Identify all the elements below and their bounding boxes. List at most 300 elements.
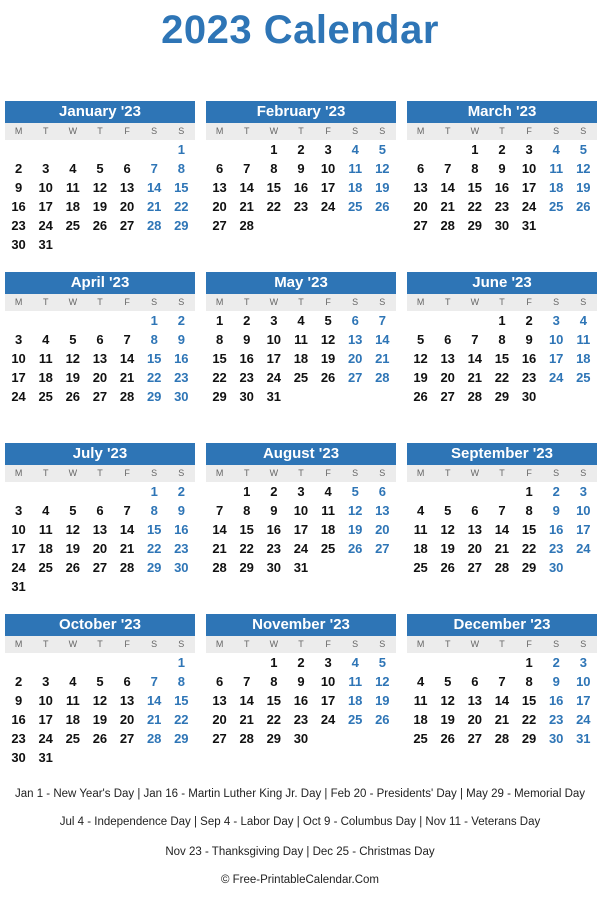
month-title: July '23 (5, 443, 195, 465)
weekday-header (206, 123, 396, 140)
day-cell: 13 (347, 332, 363, 347)
weekday-label: F (325, 639, 331, 649)
day-cell: 8 (177, 161, 185, 176)
day-cell: 25 (576, 370, 591, 385)
day-cell: 10 (293, 503, 309, 518)
week-row (407, 672, 597, 691)
weekday-label: F (124, 297, 130, 307)
day-cell: 24 (521, 199, 537, 214)
weekday-label: T (499, 126, 505, 136)
weekday-header (206, 294, 396, 311)
day-cell: 30 (239, 389, 254, 404)
day-cell: 20 (92, 541, 108, 556)
day-cell: 25 (320, 541, 336, 556)
weekday-label: W (470, 297, 480, 307)
day-cell: 29 (146, 560, 162, 575)
weekday-header (407, 294, 597, 311)
day-cell: 15 (467, 180, 483, 195)
day-cell: 19 (440, 541, 455, 556)
week-row (5, 235, 195, 254)
empty-day-cell (168, 577, 195, 596)
day-cell: 20 (347, 351, 363, 366)
empty-day-cell (434, 311, 461, 330)
day-cell: 9 (14, 180, 23, 195)
day-cell: 13 (440, 351, 455, 366)
empty-day-cell (342, 558, 369, 577)
day-cell: 1 (498, 313, 506, 328)
weekday-label: S (580, 126, 587, 136)
day-cell: 28 (494, 560, 510, 575)
day-cell: 16 (174, 522, 189, 537)
day-cell: 21 (494, 712, 510, 727)
day-cell: 2 (177, 313, 185, 328)
week-row (206, 140, 396, 159)
day-cell: 31 (576, 731, 591, 746)
day-cell: 18 (347, 180, 363, 195)
day-cell: 26 (347, 541, 363, 556)
day-cell: 29 (239, 560, 254, 575)
day-cell: 5 (69, 332, 77, 347)
day-cell: 29 (266, 731, 282, 746)
weekday-label: T (444, 639, 451, 649)
day-cell: 12 (375, 674, 390, 689)
day-cell: 24 (576, 541, 591, 556)
empty-day-cell (342, 729, 369, 748)
week-row (206, 482, 396, 501)
day-cell: 23 (174, 370, 189, 385)
day-cell: 4 (351, 142, 359, 157)
holiday-list-line-1: Jan 1 - New Year's Day | Jan 16 - Martin Luther King Jr. Day | Feb 20 - Presidents' Day | May 29 - Memorial Day (14, 788, 586, 800)
week-row (5, 311, 195, 330)
day-cell: 10 (576, 503, 591, 518)
empty-day-cell (114, 653, 141, 672)
day-cell: 11 (38, 351, 53, 366)
day-cell: 28 (146, 218, 162, 233)
day-cell: 13 (467, 522, 483, 537)
day-cell: 18 (38, 370, 53, 385)
day-cell: 14 (146, 180, 162, 195)
empty-day-cell (434, 140, 461, 159)
week-row (206, 691, 396, 710)
day-cell: 9 (525, 332, 533, 347)
day-cell: 17 (320, 693, 336, 708)
day-cell: 21 (212, 541, 227, 556)
empty-day-cell (141, 653, 168, 672)
day-cell: 5 (324, 313, 332, 328)
day-cell: 9 (177, 503, 185, 518)
day-cell: 15 (266, 693, 282, 708)
day-cell: 16 (293, 693, 309, 708)
empty-day-cell (114, 140, 141, 159)
day-cell: 5 (69, 503, 77, 518)
day-cell: 15 (239, 522, 254, 537)
day-cell: 26 (92, 731, 108, 746)
day-cell: 18 (293, 351, 309, 366)
day-cell: 31 (38, 750, 53, 765)
month-title: April '23 (5, 272, 195, 294)
day-cell: 11 (65, 180, 80, 195)
day-cell: 21 (467, 370, 483, 385)
month-block (407, 101, 597, 235)
day-cell: 30 (174, 560, 189, 575)
day-cell: 25 (65, 218, 81, 233)
day-cell: 26 (375, 712, 390, 727)
empty-day-cell (114, 311, 141, 330)
day-cell: 4 (416, 503, 425, 518)
day-cell: 3 (324, 142, 332, 157)
week-row (5, 520, 195, 539)
empty-day-cell (315, 216, 342, 235)
day-cell: 21 (440, 199, 455, 214)
empty-day-cell (59, 577, 86, 596)
month-block (206, 443, 396, 577)
empty-day-cell (570, 216, 597, 235)
weekday-label: T (298, 468, 304, 478)
weekday-label: W (68, 126, 78, 136)
day-cell: 7 (215, 503, 224, 518)
day-cell: 29 (521, 731, 537, 746)
week-row (407, 159, 597, 178)
weekday-label: F (325, 297, 331, 307)
week-row (407, 349, 597, 368)
weekday-header (407, 636, 597, 653)
day-cell: 1 (243, 484, 251, 499)
week-row (206, 387, 396, 406)
day-cell: 15 (174, 180, 189, 195)
day-cell: 20 (467, 541, 483, 556)
week-row (206, 501, 396, 520)
empty-day-cell (369, 387, 396, 406)
day-cell: 26 (320, 370, 336, 385)
day-cell: 8 (177, 674, 185, 689)
day-cell: 14 (239, 693, 254, 708)
day-cell: 6 (123, 161, 131, 176)
empty-day-cell (86, 577, 113, 596)
day-cell: 16 (174, 351, 189, 366)
day-cell: 1 (471, 142, 479, 157)
day-cell: 20 (212, 712, 227, 727)
weekday-header (5, 636, 195, 653)
empty-day-cell (233, 653, 260, 672)
day-cell: 29 (467, 218, 483, 233)
day-cell: 12 (375, 161, 390, 176)
day-cell: 19 (440, 712, 455, 727)
empty-day-cell (315, 558, 342, 577)
day-cell: 18 (413, 712, 428, 727)
day-cell: 9 (270, 503, 278, 518)
day-cell: 18 (413, 541, 428, 556)
weekday-label: T (97, 639, 103, 649)
holiday-list-line-3: Nov 23 - Thanksgiving Day | Dec 25 - Christmas Day (165, 846, 435, 858)
weekday-label: S (553, 639, 560, 649)
weekday-header (206, 465, 396, 482)
month-title: February '23 (206, 101, 396, 123)
day-cell: 15 (521, 693, 537, 708)
day-cell: 17 (521, 180, 537, 195)
day-cell: 15 (212, 351, 227, 366)
day-cell: 18 (38, 541, 53, 556)
day-cell: 14 (494, 693, 510, 708)
day-cell: 21 (146, 199, 162, 214)
day-cell: 14 (239, 180, 254, 195)
day-cell: 6 (416, 161, 425, 176)
day-cell: 30 (174, 389, 189, 404)
day-cell: 12 (440, 693, 455, 708)
empty-day-cell (5, 653, 32, 672)
day-cell: 20 (467, 712, 483, 727)
page-title: 2023 Calendar (161, 8, 439, 52)
day-cell: 11 (549, 161, 564, 176)
day-cell: 11 (348, 674, 363, 689)
day-cell: 4 (42, 332, 50, 347)
weekday-label: M (215, 297, 224, 307)
week-row (5, 672, 195, 691)
week-row (5, 197, 195, 216)
month-block (407, 614, 597, 748)
weekday-label: F (325, 468, 331, 478)
weekday-label: T (42, 126, 49, 136)
empty-day-cell (407, 653, 434, 672)
weekday-label: F (526, 468, 532, 478)
day-cell: 2 (297, 142, 305, 157)
day-cell: 2 (14, 161, 23, 176)
weekday-label: T (499, 297, 505, 307)
day-cell: 17 (293, 522, 309, 537)
day-cell: 29 (146, 389, 162, 404)
empty-day-cell (168, 748, 195, 767)
empty-day-cell (86, 653, 113, 672)
day-cell: 21 (146, 712, 162, 727)
day-cell: 20 (119, 199, 135, 214)
empty-day-cell (488, 653, 515, 672)
week-row (206, 653, 396, 672)
month-title: March '23 (407, 101, 597, 123)
day-cell: 3 (324, 655, 332, 670)
week-row (407, 653, 597, 672)
day-cell: 28 (239, 218, 254, 233)
empty-day-cell (369, 216, 396, 235)
empty-day-cell (461, 653, 488, 672)
weekday-label: T (243, 126, 250, 136)
day-cell: 8 (270, 674, 278, 689)
week-row (5, 710, 195, 729)
day-cell: 4 (69, 161, 77, 176)
weekday-label: W (68, 468, 78, 478)
day-cell: 26 (413, 389, 428, 404)
weekday-label: M (14, 468, 23, 478)
day-cell: 17 (320, 180, 336, 195)
weekday-label: T (97, 126, 103, 136)
day-cell: 19 (92, 199, 108, 214)
day-cell: 1 (177, 655, 185, 670)
weekday-label: W (269, 639, 279, 649)
day-cell: 18 (65, 199, 81, 214)
day-cell: 28 (375, 370, 390, 385)
weekday-label: T (42, 297, 49, 307)
day-cell: 27 (212, 218, 227, 233)
weekday-label: S (151, 297, 158, 307)
day-cell: 2 (552, 484, 560, 499)
day-cell: 7 (123, 503, 131, 518)
month-title: June '23 (407, 272, 597, 294)
day-cell: 25 (413, 731, 428, 746)
day-cell: 24 (576, 712, 591, 727)
weekday-label: T (243, 297, 250, 307)
day-cell: 26 (92, 218, 108, 233)
day-cell: 10 (38, 693, 53, 708)
weekday-label: T (444, 126, 451, 136)
month-block (5, 272, 195, 406)
month-block (5, 443, 195, 596)
day-cell: 7 (243, 674, 251, 689)
day-cell: 22 (174, 712, 189, 727)
month-block (206, 101, 396, 235)
weekday-label: T (298, 126, 304, 136)
day-cell: 11 (321, 503, 335, 518)
weekday-label: T (97, 297, 103, 307)
week-row (5, 558, 195, 577)
week-row (407, 330, 597, 349)
day-cell: 18 (548, 180, 564, 195)
empty-day-cell (461, 482, 488, 501)
day-cell: 22 (521, 712, 537, 727)
day-cell: 25 (347, 712, 363, 727)
day-cell: 10 (38, 180, 53, 195)
week-row (5, 729, 195, 748)
day-cell: 3 (42, 161, 50, 176)
holiday-list-line-2: Jul 4 - Independence Day | Sep 4 - Labor Day | Oct 9 - Columbus Day | Nov 11 - Veterans Day (59, 816, 541, 828)
weekday-label: M (14, 297, 23, 307)
week-row (5, 330, 195, 349)
weekday-label: S (178, 297, 185, 307)
day-cell: 23 (521, 370, 537, 385)
day-cell: 7 (444, 161, 452, 176)
day-cell: 27 (467, 731, 483, 746)
day-cell: 9 (552, 503, 560, 518)
weekday-label: M (416, 639, 425, 649)
weekday-label: S (151, 639, 158, 649)
weekday-label: W (470, 639, 480, 649)
empty-day-cell (342, 216, 369, 235)
weekday-label: M (215, 639, 224, 649)
empty-day-cell (287, 387, 314, 406)
week-row (407, 501, 597, 520)
day-cell: 11 (413, 522, 428, 537)
week-row (5, 368, 195, 387)
day-cell: 16 (293, 180, 309, 195)
empty-day-cell (407, 482, 434, 501)
day-cell: 14 (440, 180, 455, 195)
empty-day-cell (369, 729, 396, 748)
day-cell: 28 (119, 560, 135, 575)
weekday-label: S (151, 126, 158, 136)
day-cell: 30 (11, 237, 26, 252)
day-cell: 25 (293, 370, 309, 385)
day-cell: 12 (347, 503, 363, 518)
weekday-label: T (499, 468, 505, 478)
month-title: October '23 (5, 614, 195, 636)
weekday-label: W (470, 126, 480, 136)
day-cell: 24 (11, 389, 26, 404)
week-row (5, 501, 195, 520)
weekday-label: S (178, 126, 185, 136)
day-cell: 12 (65, 351, 81, 366)
day-cell: 28 (494, 731, 510, 746)
day-cell: 3 (270, 313, 278, 328)
weekday-label: M (14, 639, 23, 649)
day-cell: 3 (297, 484, 305, 499)
day-cell: 9 (14, 693, 23, 708)
day-cell: 12 (413, 351, 428, 366)
weekday-label: T (298, 639, 304, 649)
empty-day-cell (570, 558, 597, 577)
empty-day-cell (141, 748, 168, 767)
month-block (407, 272, 597, 406)
day-cell: 13 (413, 180, 428, 195)
day-cell: 27 (212, 731, 227, 746)
empty-day-cell (114, 577, 141, 596)
weekday-label: M (416, 297, 425, 307)
weekday-label: F (325, 126, 331, 136)
weekday-label: F (124, 126, 130, 136)
weekday-label: S (553, 297, 560, 307)
week-row (5, 577, 195, 596)
day-cell: 12 (320, 332, 336, 347)
day-cell: 19 (347, 522, 363, 537)
day-cell: 7 (471, 332, 479, 347)
weekday-label: W (269, 468, 279, 478)
day-cell: 6 (471, 503, 479, 518)
weekday-label: T (243, 468, 250, 478)
day-cell: 12 (92, 693, 108, 708)
day-cell: 7 (498, 674, 506, 689)
day-cell: 8 (471, 161, 479, 176)
day-cell: 6 (351, 313, 359, 328)
day-cell: 3 (552, 313, 560, 328)
day-cell: 21 (239, 199, 254, 214)
empty-day-cell (59, 311, 86, 330)
day-cell: 21 (119, 370, 135, 385)
empty-day-cell (5, 311, 32, 330)
day-cell: 28 (467, 389, 483, 404)
month-title: December '23 (407, 614, 597, 636)
day-cell: 11 (294, 332, 308, 347)
weekday-label: T (42, 639, 49, 649)
day-cell: 28 (239, 731, 254, 746)
day-cell: 18 (576, 351, 591, 366)
day-cell: 8 (150, 503, 158, 518)
day-cell: 13 (467, 693, 483, 708)
empty-day-cell (141, 235, 168, 254)
day-cell: 31 (293, 560, 309, 575)
day-cell: 24 (38, 731, 53, 746)
weekday-label: S (580, 468, 587, 478)
day-cell: 17 (11, 370, 26, 385)
day-cell: 8 (498, 332, 506, 347)
day-cell: 8 (525, 674, 533, 689)
day-cell: 8 (270, 161, 278, 176)
empty-day-cell (315, 729, 342, 748)
day-cell: 17 (548, 351, 564, 366)
day-cell: 6 (378, 484, 386, 499)
weekday-label: M (416, 126, 425, 136)
weekday-label: S (352, 468, 359, 478)
day-cell: 10 (320, 161, 336, 176)
day-cell: 14 (119, 522, 135, 537)
day-cell: 14 (146, 693, 162, 708)
day-cell: 28 (440, 218, 455, 233)
day-cell: 6 (96, 503, 104, 518)
